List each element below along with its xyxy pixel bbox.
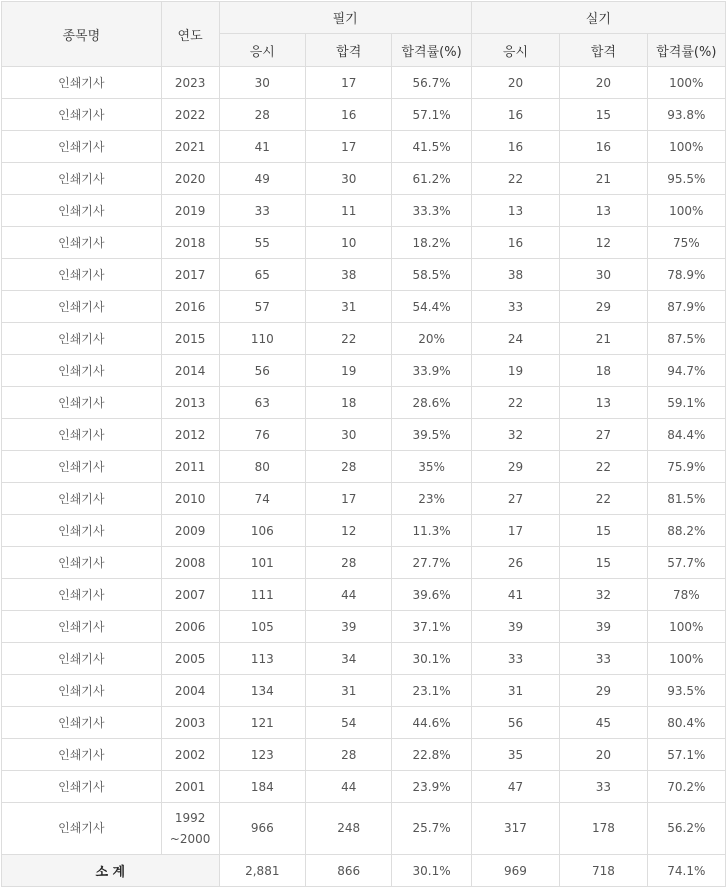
cell-practical-pass-rate: 87.5% xyxy=(647,323,725,355)
cell-practical-pass-rate: 81.5% xyxy=(647,483,725,515)
cell-written-passed: 44 xyxy=(306,579,392,611)
cell-year: 2018 xyxy=(161,227,219,259)
cell-written-pass-rate: 58.5% xyxy=(392,259,471,291)
cell-practical-applicants: 17 xyxy=(471,515,559,547)
cell-practical-applicants: 33 xyxy=(471,291,559,323)
cell-written-pass-rate: 33.3% xyxy=(392,195,471,227)
cell-year: 2005 xyxy=(161,643,219,675)
cell-year: 2008 xyxy=(161,547,219,579)
cell-written-pass-rate: 23.1% xyxy=(392,675,471,707)
pass-rate-table xyxy=(1,1,726,887)
cell-practical-pass-rate: 95.5% xyxy=(647,163,725,195)
table-row xyxy=(2,739,726,771)
cell-written-applicants: 121 xyxy=(219,707,305,739)
cell-written-applicants: 33 xyxy=(219,195,305,227)
cell-written-applicants: 113 xyxy=(219,643,305,675)
cell-practical-applicants: 22 xyxy=(471,163,559,195)
cell-written-pass-rate: 27.7% xyxy=(392,547,471,579)
cell-written-passed: 28 xyxy=(306,547,392,579)
cell-name: 인쇄기사 xyxy=(2,323,162,355)
cell-written-pass-rate: 37.1% xyxy=(392,611,471,643)
cell-practical-applicants: 317 xyxy=(471,803,559,855)
cell-written-applicants: 966 xyxy=(219,803,305,855)
cell-written-passed: 19 xyxy=(306,355,392,387)
cell-practical-passed: 22 xyxy=(560,451,647,483)
cell-practical-passed: 15 xyxy=(560,515,647,547)
cell-written-passed: 34 xyxy=(306,643,392,675)
cell-practical-passed: 12 xyxy=(560,227,647,259)
cell-practical-pass-rate: 75% xyxy=(647,227,725,259)
header-practical-applicants: 응시 xyxy=(471,34,559,67)
cell-practical-applicants: 24 xyxy=(471,323,559,355)
cell-practical-pass-rate: 94.7% xyxy=(647,355,725,387)
total-practical-applicants: 969 xyxy=(471,855,559,887)
cell-name: 인쇄기사 xyxy=(2,67,162,99)
cell-name: 인쇄기사 xyxy=(2,227,162,259)
cell-practical-passed: 33 xyxy=(560,643,647,675)
cell-name: 인쇄기사 xyxy=(2,803,162,855)
cell-practical-applicants: 33 xyxy=(471,643,559,675)
cell-written-passed: 10 xyxy=(306,227,392,259)
cell-written-applicants: 41 xyxy=(219,131,305,163)
total-written-passed: 866 xyxy=(306,855,392,887)
cell-written-pass-rate: 54.4% xyxy=(392,291,471,323)
table-row xyxy=(2,163,726,195)
cell-practical-passed: 32 xyxy=(560,579,647,611)
cell-year-start: 1992 xyxy=(174,810,206,825)
cell-practical-passed: 20 xyxy=(560,67,647,99)
table-row xyxy=(2,771,726,803)
cell-practical-applicants: 38 xyxy=(471,259,559,291)
cell-practical-pass-rate: 78.9% xyxy=(647,259,725,291)
cell-name: 인쇄기사 xyxy=(2,451,162,483)
cell-year: 2015 xyxy=(161,323,219,355)
cell-practical-applicants: 41 xyxy=(471,579,559,611)
cell-practical-passed: 18 xyxy=(560,355,647,387)
cell-name: 인쇄기사 xyxy=(2,195,162,227)
total-row xyxy=(2,855,726,887)
cell-practical-applicants: 20 xyxy=(471,67,559,99)
cell-practical-pass-rate: 100% xyxy=(647,195,725,227)
table-row xyxy=(2,291,726,323)
cell-written-passed: 11 xyxy=(306,195,392,227)
cell-year: 2003 xyxy=(161,707,219,739)
header-written-applicants: 응시 xyxy=(219,34,305,67)
cell-name: 인쇄기사 xyxy=(2,99,162,131)
cell-written-applicants: 57 xyxy=(219,291,305,323)
cell-practical-pass-rate: 59.1% xyxy=(647,387,725,419)
cell-practical-passed: 15 xyxy=(560,547,647,579)
cell-written-applicants: 134 xyxy=(219,675,305,707)
cell-practical-passed: 21 xyxy=(560,163,647,195)
cell-year: 2009 xyxy=(161,515,219,547)
cell-practical-applicants: 13 xyxy=(471,195,559,227)
cell-written-passed: 31 xyxy=(306,291,392,323)
table-row xyxy=(2,547,726,579)
cell-written-pass-rate: 25.7% xyxy=(392,803,471,855)
cell-name: 인쇄기사 xyxy=(2,355,162,387)
cell-year: 2020 xyxy=(161,163,219,195)
cell-written-passed: 39 xyxy=(306,611,392,643)
header-written-pass-rate: 합격률(%) xyxy=(392,34,471,67)
cell-year: 2019 xyxy=(161,195,219,227)
cell-written-passed: 22 xyxy=(306,323,392,355)
cell-written-pass-rate: 33.9% xyxy=(392,355,471,387)
cell-written-applicants: 55 xyxy=(219,227,305,259)
table-row xyxy=(2,67,726,99)
cell-practical-applicants: 16 xyxy=(471,131,559,163)
cell-written-passed: 18 xyxy=(306,387,392,419)
cell-written-pass-rate: 41.5% xyxy=(392,131,471,163)
cell-written-pass-rate: 30.1% xyxy=(392,643,471,675)
cell-written-applicants: 63 xyxy=(219,387,305,419)
cell-practical-applicants: 29 xyxy=(471,451,559,483)
cell-year: 2007 xyxy=(161,579,219,611)
cell-year: 2010 xyxy=(161,483,219,515)
cell-practical-passed: 178 xyxy=(560,803,647,855)
table-row xyxy=(2,323,726,355)
cell-written-pass-rate: 11.3% xyxy=(392,515,471,547)
cell-written-passed: 28 xyxy=(306,739,392,771)
table-row xyxy=(2,259,726,291)
cell-practical-applicants: 27 xyxy=(471,483,559,515)
cell-year: 2001 xyxy=(161,771,219,803)
cell-written-applicants: 56 xyxy=(219,355,305,387)
cell-practical-passed: 29 xyxy=(560,291,647,323)
cell-name: 인쇄기사 xyxy=(2,675,162,707)
cell-name: 인쇄기사 xyxy=(2,387,162,419)
cell-practical-pass-rate: 70.2% xyxy=(647,771,725,803)
cell-practical-passed: 39 xyxy=(560,611,647,643)
cell-year: 2023 xyxy=(161,67,219,99)
cell-name: 인쇄기사 xyxy=(2,739,162,771)
cell-name: 인쇄기사 xyxy=(2,163,162,195)
cell-year: 2012 xyxy=(161,419,219,451)
cell-practical-pass-rate: 100% xyxy=(647,643,725,675)
cell-practical-passed: 33 xyxy=(560,771,647,803)
cell-written-applicants: 184 xyxy=(219,771,305,803)
cell-written-applicants: 105 xyxy=(219,611,305,643)
cell-practical-applicants: 35 xyxy=(471,739,559,771)
cell-written-passed: 30 xyxy=(306,419,392,451)
cell-written-applicants: 101 xyxy=(219,547,305,579)
cell-written-pass-rate: 23% xyxy=(392,483,471,515)
cell-practical-pass-rate: 84.4% xyxy=(647,419,725,451)
cell-practical-passed: 20 xyxy=(560,739,647,771)
header-written: 필기 xyxy=(219,2,471,34)
cell-written-passed: 44 xyxy=(306,771,392,803)
table-row xyxy=(2,195,726,227)
table-row xyxy=(2,227,726,259)
table-header xyxy=(2,2,726,67)
cell-name: 인쇄기사 xyxy=(2,771,162,803)
cell-written-passed: 16 xyxy=(306,99,392,131)
cell-year xyxy=(161,803,219,855)
cell-year: 2016 xyxy=(161,291,219,323)
header-name: 종목명 xyxy=(2,2,162,67)
table-row xyxy=(2,419,726,451)
table-row xyxy=(2,451,726,483)
cell-written-applicants: 110 xyxy=(219,323,305,355)
table-row xyxy=(2,579,726,611)
total-practical-pass-rate: 74.1% xyxy=(647,855,725,887)
header-practical: 실기 xyxy=(471,2,725,34)
total-written-applicants: 2,881 xyxy=(219,855,305,887)
cell-practical-pass-rate: 80.4% xyxy=(647,707,725,739)
header-written-passed: 합격 xyxy=(306,34,392,67)
cell-practical-pass-rate: 100% xyxy=(647,131,725,163)
cell-practical-passed: 16 xyxy=(560,131,647,163)
table-row xyxy=(2,131,726,163)
table-body xyxy=(2,67,726,887)
cell-written-applicants: 123 xyxy=(219,739,305,771)
header-practical-passed: 합격 xyxy=(560,34,647,67)
cell-practical-applicants: 32 xyxy=(471,419,559,451)
cell-year: 2004 xyxy=(161,675,219,707)
cell-written-passed: 17 xyxy=(306,131,392,163)
cell-name: 인쇄기사 xyxy=(2,707,162,739)
cell-written-pass-rate: 61.2% xyxy=(392,163,471,195)
cell-practical-passed: 22 xyxy=(560,483,647,515)
cell-practical-pass-rate: 57.1% xyxy=(647,739,725,771)
table-row xyxy=(2,355,726,387)
cell-year-end: ~2000 xyxy=(169,831,211,846)
cell-year: 2011 xyxy=(161,451,219,483)
cell-name: 인쇄기사 xyxy=(2,611,162,643)
cell-written-applicants: 65 xyxy=(219,259,305,291)
cell-practical-pass-rate: 87.9% xyxy=(647,291,725,323)
cell-written-passed: 54 xyxy=(306,707,392,739)
cell-name: 인쇄기사 xyxy=(2,579,162,611)
table-row xyxy=(2,803,726,855)
cell-practical-applicants: 19 xyxy=(471,355,559,387)
cell-written-applicants: 74 xyxy=(219,483,305,515)
cell-practical-passed: 13 xyxy=(560,387,647,419)
cell-practical-pass-rate: 93.5% xyxy=(647,675,725,707)
cell-practical-applicants: 39 xyxy=(471,611,559,643)
cell-written-applicants: 28 xyxy=(219,99,305,131)
cell-year: 2013 xyxy=(161,387,219,419)
cell-practical-pass-rate: 93.8% xyxy=(647,99,725,131)
cell-name: 인쇄기사 xyxy=(2,515,162,547)
cell-year: 2022 xyxy=(161,99,219,131)
cell-written-passed: 30 xyxy=(306,163,392,195)
cell-name: 인쇄기사 xyxy=(2,131,162,163)
cell-practical-passed: 21 xyxy=(560,323,647,355)
cell-written-pass-rate: 57.1% xyxy=(392,99,471,131)
cell-written-applicants: 106 xyxy=(219,515,305,547)
cell-year: 2021 xyxy=(161,131,219,163)
cell-practical-pass-rate: 75.9% xyxy=(647,451,725,483)
cell-name: 인쇄기사 xyxy=(2,643,162,675)
cell-written-applicants: 49 xyxy=(219,163,305,195)
cell-year: 2002 xyxy=(161,739,219,771)
cell-written-pass-rate: 44.6% xyxy=(392,707,471,739)
cell-name: 인쇄기사 xyxy=(2,291,162,323)
cell-practical-pass-rate: 88.2% xyxy=(647,515,725,547)
header-practical-pass-rate: 합격률(%) xyxy=(647,34,725,67)
cell-practical-applicants: 47 xyxy=(471,771,559,803)
cell-year: 2006 xyxy=(161,611,219,643)
cell-practical-applicants: 16 xyxy=(471,227,559,259)
table-row xyxy=(2,643,726,675)
cell-written-pass-rate: 20% xyxy=(392,323,471,355)
table-row xyxy=(2,707,726,739)
cell-written-pass-rate: 39.6% xyxy=(392,579,471,611)
table-row xyxy=(2,515,726,547)
cell-practical-applicants: 26 xyxy=(471,547,559,579)
cell-practical-passed: 30 xyxy=(560,259,647,291)
cell-written-applicants: 76 xyxy=(219,419,305,451)
cell-written-passed: 248 xyxy=(306,803,392,855)
cell-practical-pass-rate: 57.7% xyxy=(647,547,725,579)
cell-written-passed: 38 xyxy=(306,259,392,291)
cell-written-passed: 31 xyxy=(306,675,392,707)
cell-written-pass-rate: 18.2% xyxy=(392,227,471,259)
cell-practical-passed: 15 xyxy=(560,99,647,131)
cell-practical-passed: 29 xyxy=(560,675,647,707)
cell-year: 2014 xyxy=(161,355,219,387)
cell-written-passed: 12 xyxy=(306,515,392,547)
cell-practical-applicants: 56 xyxy=(471,707,559,739)
header-year: 연도 xyxy=(161,2,219,67)
table-row xyxy=(2,99,726,131)
cell-practical-pass-rate: 100% xyxy=(647,67,725,99)
total-practical-passed: 718 xyxy=(560,855,647,887)
total-written-pass-rate: 30.1% xyxy=(392,855,471,887)
cell-practical-pass-rate: 100% xyxy=(647,611,725,643)
cell-written-passed: 17 xyxy=(306,483,392,515)
cell-practical-pass-rate: 56.2% xyxy=(647,803,725,855)
cell-practical-applicants: 31 xyxy=(471,675,559,707)
cell-written-pass-rate: 56.7% xyxy=(392,67,471,99)
cell-name: 인쇄기사 xyxy=(2,259,162,291)
cell-written-pass-rate: 28.6% xyxy=(392,387,471,419)
cell-year: 2017 xyxy=(161,259,219,291)
cell-written-applicants: 111 xyxy=(219,579,305,611)
cell-written-pass-rate: 39.5% xyxy=(392,419,471,451)
cell-written-pass-rate: 23.9% xyxy=(392,771,471,803)
cell-written-applicants: 80 xyxy=(219,451,305,483)
cell-practical-passed: 27 xyxy=(560,419,647,451)
cell-practical-passed: 45 xyxy=(560,707,647,739)
cell-name: 인쇄기사 xyxy=(2,419,162,451)
table-row xyxy=(2,675,726,707)
cell-name: 인쇄기사 xyxy=(2,483,162,515)
cell-practical-applicants: 22 xyxy=(471,387,559,419)
total-label: 소 계 xyxy=(2,855,220,887)
cell-written-pass-rate: 35% xyxy=(392,451,471,483)
cell-written-applicants: 30 xyxy=(219,67,305,99)
cell-practical-passed: 13 xyxy=(560,195,647,227)
cell-written-pass-rate: 22.8% xyxy=(392,739,471,771)
cell-written-passed: 28 xyxy=(306,451,392,483)
cell-practical-applicants: 16 xyxy=(471,99,559,131)
cell-name: 인쇄기사 xyxy=(2,547,162,579)
cell-practical-pass-rate: 78% xyxy=(647,579,725,611)
cell-written-passed: 17 xyxy=(306,67,392,99)
table-row xyxy=(2,611,726,643)
table-row xyxy=(2,387,726,419)
table-row xyxy=(2,483,726,515)
